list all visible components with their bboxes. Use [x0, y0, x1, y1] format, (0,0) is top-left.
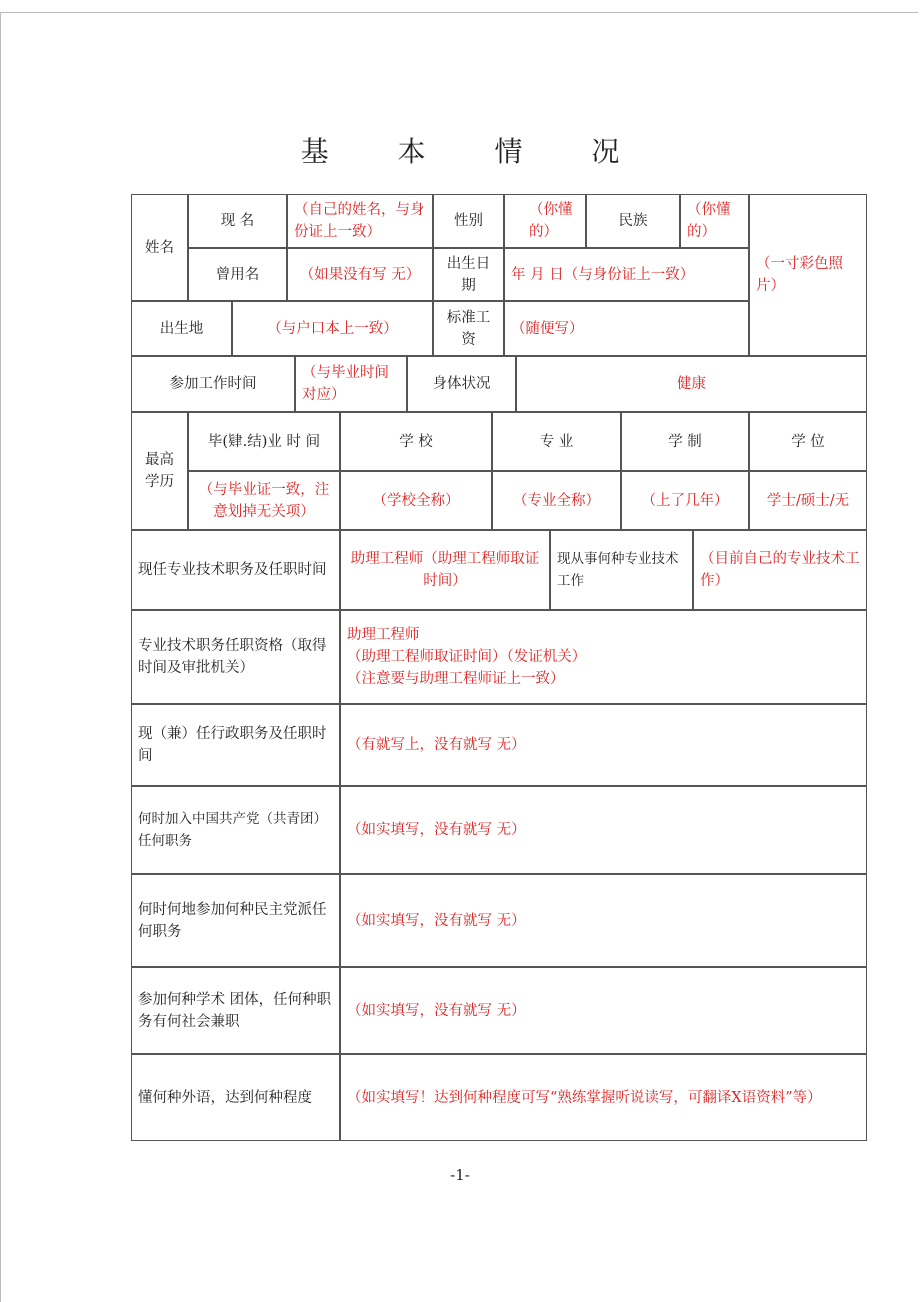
- birth-date-value[interactable]: 年 月 日（与身份证上一致）: [504, 248, 749, 301]
- health-value[interactable]: 健康: [516, 356, 867, 412]
- admin-post-label: 现（兼）任行政职务及任职时间: [131, 704, 340, 786]
- gender-label: 性别: [433, 194, 504, 248]
- former-name-value[interactable]: （如果没有写 无）: [287, 248, 433, 301]
- duration-value[interactable]: （上了几年）: [621, 471, 749, 530]
- degree-value[interactable]: 学士/硕士/无: [749, 471, 867, 530]
- current-work-label: 现从事何种专业技术工作: [550, 530, 693, 610]
- qualification-line: （注意要与助理工程师证上一致）: [347, 671, 565, 687]
- democratic-value[interactable]: （如实填写，没有就写 无）: [340, 874, 867, 967]
- ethnicity-value[interactable]: （你懂的）: [680, 194, 749, 248]
- democratic-label: 何时何地参加何种民主党派任何职务: [131, 874, 340, 967]
- qualification-label: 专业技术职务任职资格（取得时间及审批机关）: [131, 610, 340, 704]
- academic-value[interactable]: （如实填写，没有就写 无）: [340, 967, 867, 1054]
- school-value[interactable]: （学校全称）: [340, 471, 492, 530]
- birthplace-label: 出生地: [131, 301, 232, 356]
- page-number: -1-: [450, 1166, 470, 1184]
- work-start-label: 参加工作时间: [131, 356, 295, 412]
- current-name-label: 现 名: [188, 194, 287, 248]
- page-title: 基 本 情 况: [300, 135, 650, 168]
- language-value[interactable]: （如实填写！达到何种程度可写“熟练掌握听说读写，可翻译X语资料”等）: [340, 1054, 867, 1141]
- work-start-value[interactable]: （与毕业时间对应）: [295, 356, 407, 412]
- party-label: 何时加入中国共产党（共青团）任何职务: [131, 786, 340, 874]
- photo-placeholder[interactable]: （一寸彩色照片）: [749, 194, 867, 356]
- birthplace-value[interactable]: （与户口本上一致）: [232, 301, 433, 356]
- salary-value[interactable]: （随便写）: [504, 301, 749, 356]
- grad-time-label: 毕(肄.结)业 时 间: [188, 412, 340, 471]
- health-label: 身体状况: [407, 356, 516, 412]
- major-label: 专 业: [492, 412, 621, 471]
- current-title-label: 现任专业技术职务及任职时间: [131, 530, 340, 610]
- education-label: 最高学历: [131, 412, 188, 530]
- birth-date-label: 出生日期: [433, 248, 504, 301]
- gender-value[interactable]: （你懂的）: [504, 194, 586, 248]
- name-label: 姓名: [131, 194, 188, 301]
- admin-post-value[interactable]: （有就写上，没有就写 无）: [340, 704, 867, 786]
- grad-time-value[interactable]: （与毕业证一致，注意划掉无关项）: [188, 471, 340, 530]
- degree-label: 学 位: [749, 412, 867, 471]
- language-label: 懂何种外语，达到何种程度: [131, 1054, 340, 1141]
- party-value[interactable]: （如实填写，没有就写 无）: [340, 786, 867, 874]
- ethnicity-label: 民族: [586, 194, 680, 248]
- current-title-value[interactable]: 助理工程师（助理工程师取证时间）: [340, 530, 550, 610]
- current-name-value[interactable]: （自己的姓名，与身份证上一致）: [287, 194, 433, 248]
- academic-label: 参加何种学术 团体，任何种职务有何社会兼职: [131, 967, 340, 1054]
- qualification-line: （助理工程师取证时间）（发证机关）: [347, 649, 587, 665]
- major-value[interactable]: （专业全称）: [492, 471, 621, 530]
- qualification-value[interactable]: [340, 610, 867, 704]
- qualification-line: 助理工程师: [347, 627, 420, 643]
- salary-label: 标准工资: [433, 301, 504, 356]
- current-work-value[interactable]: （目前自己的专业技术工作）: [693, 530, 867, 610]
- duration-label: 学 制: [621, 412, 749, 471]
- former-name-label: 曾用名: [188, 248, 287, 301]
- school-label: 学 校: [340, 412, 492, 471]
